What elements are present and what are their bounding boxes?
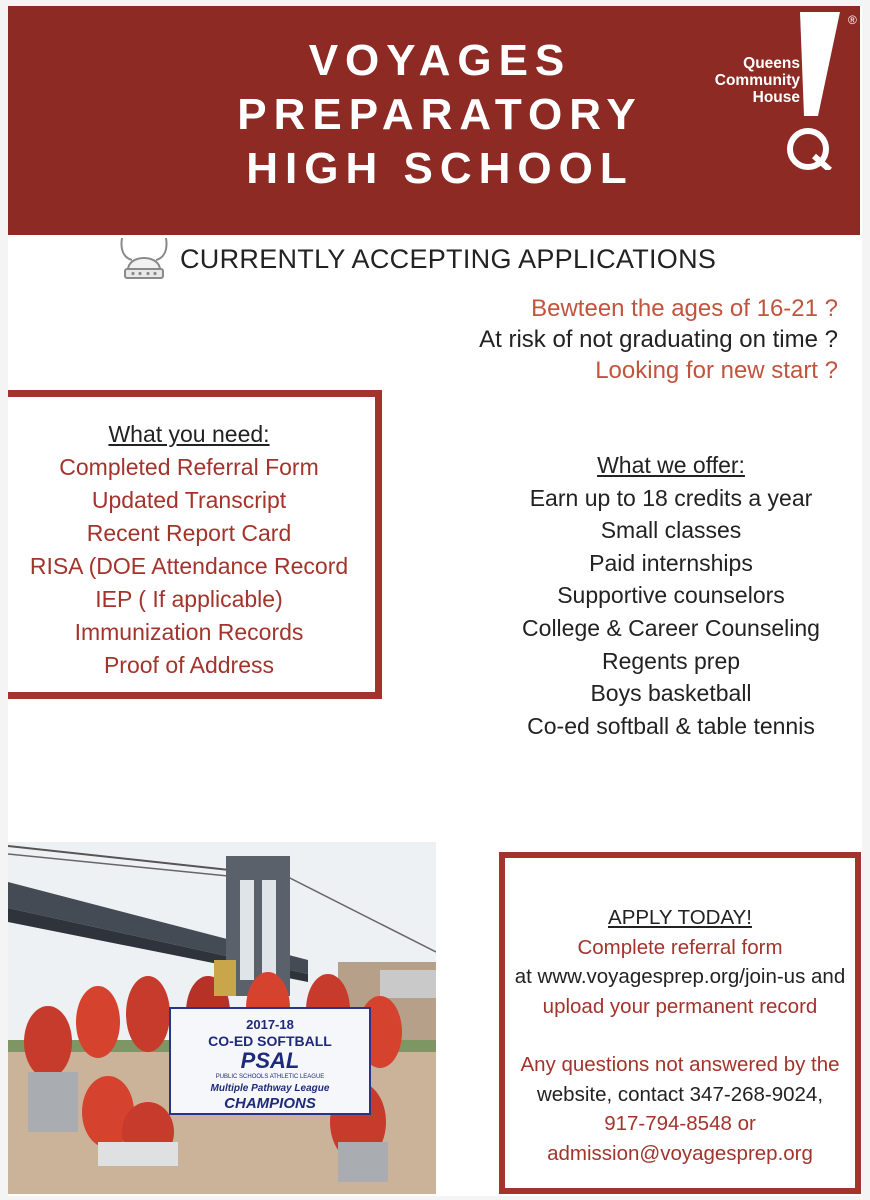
viking-helmet-icon xyxy=(118,236,170,282)
apply-heading: APPLY TODAY! xyxy=(608,906,752,929)
registered-mark: ® xyxy=(848,13,857,27)
question-line: At risk of not graduating on time ? xyxy=(479,326,838,353)
requirements-heading: What you need: xyxy=(108,421,270,447)
background-building xyxy=(380,970,436,998)
title-line: PREPARATORY xyxy=(237,90,643,139)
title-line: VOYAGES xyxy=(308,36,572,85)
exclamation-stroke xyxy=(800,12,840,116)
eligibility-questions xyxy=(479,293,838,386)
helmet-band xyxy=(125,269,163,278)
trophy xyxy=(214,960,236,996)
helmet-rivet xyxy=(138,272,141,275)
offering-item: Boys basketball xyxy=(590,680,752,707)
apply-website-link[interactable]: at www.voyagesprep.org/join-us and xyxy=(514,965,846,988)
requirement-item: RISA (DOE Attendance Record xyxy=(29,553,349,579)
requirement-item: Immunization Records xyxy=(74,619,304,645)
player-figure xyxy=(24,1006,72,1078)
bridge-tower-gap xyxy=(262,880,276,980)
player-figure xyxy=(126,976,170,1052)
helmet-rivet xyxy=(131,272,134,275)
apply-instruction-line: upload your permanent record xyxy=(542,994,818,1018)
offerings-list xyxy=(500,449,842,742)
requirement-item: Updated Transcript xyxy=(91,487,287,513)
offering-item: Paid internships xyxy=(589,549,753,576)
partner-name-line: House xyxy=(752,89,800,106)
accepting-applications-text: CURRENTLY ACCEPTING APPLICATIONS xyxy=(180,244,717,274)
banner-text-line: CHAMPIONS xyxy=(224,1095,316,1112)
team-photo-illustration xyxy=(8,842,436,1194)
partner-name-line: Community xyxy=(714,72,800,89)
exclamation-q-logo-icon xyxy=(778,10,860,170)
helmet-horn-right xyxy=(156,238,167,260)
player-figure xyxy=(76,986,120,1058)
banner-text-line: Multiple Pathway League xyxy=(210,1083,330,1094)
requirement-item: Recent Report Card xyxy=(86,520,292,546)
apply-instruction-line: Complete referral form xyxy=(577,935,783,959)
requirement-item: IEP ( If applicable) xyxy=(95,586,283,612)
helmet-rivet xyxy=(146,272,149,275)
school-title xyxy=(200,34,680,196)
offering-item: Supportive counselors xyxy=(557,582,785,609)
spacer xyxy=(502,1021,858,1050)
banner-text-line: PUBLIC SCHOOLS ATHLETIC LEAGUE xyxy=(215,1074,325,1080)
banner-text-line: 2017-18 xyxy=(246,1017,294,1032)
offerings-heading: What we offer: xyxy=(597,452,745,478)
player-pants xyxy=(28,1072,78,1132)
contact-email-link[interactable]: admission@voyagesprep.org xyxy=(547,1141,813,1165)
bridge-tower-gap xyxy=(240,880,254,980)
question-line: Bewteen the ages of 16-21 ? xyxy=(531,295,838,322)
player-pants xyxy=(338,1142,388,1182)
contact-phone-line[interactable]: 917-794-8548 or xyxy=(604,1112,756,1135)
banner-text-line: PSAL xyxy=(240,1048,300,1073)
offering-item: Small classes xyxy=(600,517,742,544)
contact-line: Any questions not answered by the xyxy=(520,1053,840,1076)
requirement-item: Proof of Address xyxy=(103,652,275,678)
offering-item: Regents prep xyxy=(601,647,741,674)
helmet-rivet xyxy=(153,272,156,275)
requirements-list xyxy=(8,418,370,682)
offering-item: Co-ed softball & table tennis xyxy=(527,712,815,739)
helmet-horn-left xyxy=(121,238,132,260)
question-line: Looking for new start ? xyxy=(595,357,838,384)
requirement-item: Completed Referral Form xyxy=(59,454,319,480)
contact-phone-line[interactable]: website, contact 347-268-9024, xyxy=(536,1082,824,1106)
offering-item: Earn up to 18 credits a year xyxy=(529,484,813,511)
offering-item: College & Career Counseling xyxy=(522,614,820,641)
team-photo xyxy=(8,842,436,1194)
partner-name-line: Queens xyxy=(743,55,800,72)
player-pants xyxy=(98,1142,178,1166)
title-line: HIGH SCHOOL xyxy=(246,144,634,193)
apply-section xyxy=(502,903,858,1168)
banner-text-line: CO-ED SOFTBALL xyxy=(208,1033,332,1049)
